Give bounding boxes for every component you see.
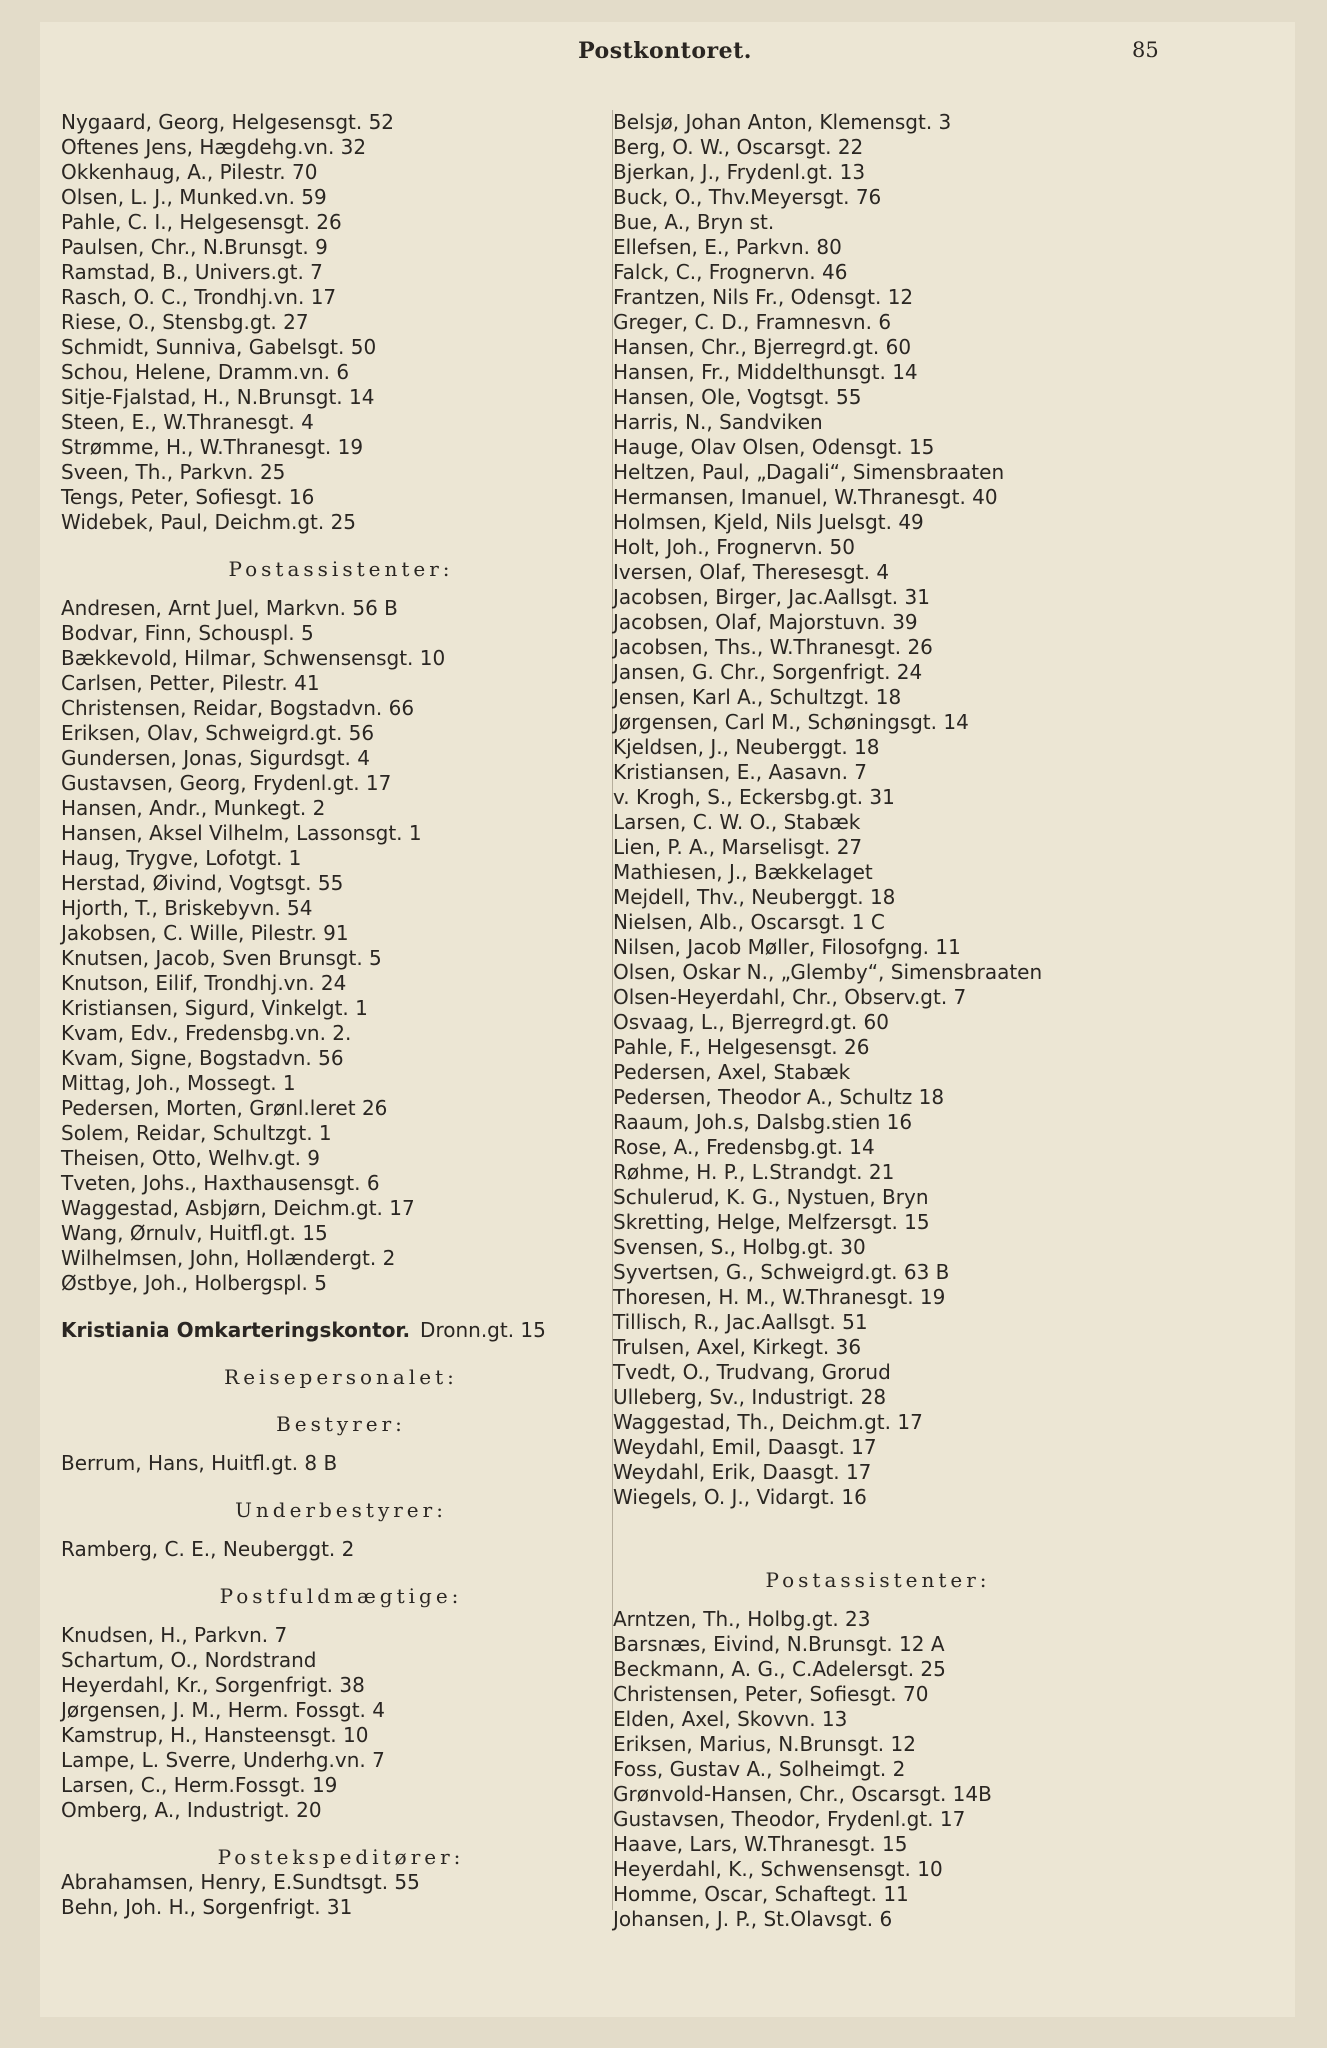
directory-entry: Pedersen, Axel, Stabæk [613,1060,851,1084]
page-number: 85 [1132,38,1159,62]
directory-entry: Foss, Gustav A., Solheimgt. 2 [613,1757,906,1781]
directory-entry: Rose, A., Fredensbg.gt. 14 [613,1135,875,1159]
directory-entry: Heyerdahl, K., Schwensensgt. 10 [613,1857,943,1881]
directory-entry: Hjorth, T., Briskebyvn. 54 [61,896,313,920]
entry-list [613,1607,1143,1932]
directory-entry: Behn, Joh. H., Sorgenfrigt. 31 [61,1895,353,1919]
entry-list [61,1537,621,1562]
directory-entry: Pedersen, Theodor A., Schultz 18 [613,1085,945,1109]
directory-entry: Hermansen, Imanuel, W.Thranesgt. 40 [613,485,998,509]
directory-entry: Berrum, Hans, Huitfl.gt. 8 B [61,1451,338,1475]
page-title: Postkontoret. [578,38,752,64]
directory-entry: Lien, P. A., Marselisgt. 27 [613,835,863,859]
directory-entry: Tengs, Peter, Sofiesgt. 16 [61,485,315,509]
directory-entry: Hansen, Andr., Munkegt. 2 [61,796,326,820]
directory-entry: Widebek, Paul, Deichm.gt. 25 [61,510,357,534]
directory-entry: Bodvar, Finn, Schouspl. 5 [61,621,314,645]
directory-entry: Holmsen, Kjeld, Nils Juelsgt. 49 [613,510,924,534]
directory-entry: Skretting, Helge, Melfzersgt. 15 [613,1210,930,1234]
entry-list [61,1870,621,1920]
directory-entry: Jørgensen, Carl M., Schøningsgt. 14 [613,710,969,734]
right-column [613,110,1143,1932]
directory-entry: Berg, O. W., Oscarsgt. 22 [613,135,864,159]
office-address: Dronn.gt. 15 [420,1318,546,1342]
directory-entry: Ramstad, B., Univers.gt. 7 [61,260,323,284]
directory-entry: Olsen, L. J., Munked.vn. 59 [61,185,327,209]
directory-entry: Pedersen, Morten, Grønl.leret 26 [61,1096,388,1120]
directory-entry: Hansen, Aksel Vilhelm, Lassonsgt. 1 [61,821,422,845]
directory-entry: Omberg, A., Industrigt. 20 [61,1798,322,1822]
directory-entry: Sitje-Fjalstad, H., N.Brunsgt. 14 [61,385,375,409]
directory-entry: Larsen, C. W. O., Stabæk [613,810,861,834]
directory-entry: Ramberg, C. E., Neuberggt. 2 [61,1537,355,1561]
directory-entry: Schartum, O., Nordstrand [61,1648,317,1672]
directory-entry: Sveen, Th., Parkvn. 25 [61,460,286,484]
directory-entry: Paulsen, Chr., N.Brunsgt. 9 [61,235,328,259]
directory-entry: Wilhelmsen, John, Hollændergt. 2 [61,1246,396,1270]
directory-entry: Strømme, H., W.Thranesgt. 19 [61,435,364,459]
directory-entry: Jakobsen, C. Wille, Pilestr. 91 [61,921,349,945]
directory-entry: Bjerkan, J., Frydenl.gt. 13 [613,160,866,184]
directory-entry: Christensen, Reidar, Bogstadvn. 66 [61,696,415,720]
directory-entry: Buck, O., Thv.Meyersgt. 76 [613,185,882,209]
directory-entry: Waggestad, Asbjørn, Deichm.gt. 17 [61,1196,415,1220]
directory-entry: Wiegels, O. J., Vidargt. 16 [613,1485,867,1509]
directory-entry: Jacobsen, Ths., W.Thranesgt. 26 [613,635,933,659]
directory-entry: Wang, Ørnulv, Huitfl.gt. 15 [61,1221,328,1245]
entry-list [61,1451,621,1476]
directory-entry: Tillisch, R., Jac.Aallsgt. 51 [613,1310,868,1334]
directory-entry: Syvertsen, G., Schweigrd.gt. 63 B [613,1260,950,1284]
directory-entry: Arntzen, Th., Holbg.gt. 23 [613,1607,871,1631]
directory-entry: Greger, C. D., Framnesvn. 6 [613,310,892,334]
directory-entry: Johansen, J. P., St.Olavsgt. 6 [613,1907,893,1931]
directory-entry: Haug, Trygve, Lofotgt. 1 [61,846,302,870]
directory-entry: Iversen, Olaf, Theresesgt. 4 [613,560,890,584]
section-heading-bestyrer: Bestyrer: [276,1412,406,1436]
entry-list [61,1623,621,1823]
directory-entry: Schmidt, Sunniva, Gabelsgt. 50 [61,335,377,359]
directory-entry: Oftenes Jens, Hægdehg.vn. 32 [61,135,367,159]
directory-entry: Andresen, Arnt Juel, Markvn. 56 B [61,596,398,620]
directory-entry: Thoresen, H. M., W.Thranesgt. 19 [613,1285,946,1309]
directory-entry: Kamstrup, H., Hansteensgt. 10 [61,1723,369,1747]
directory-entry: Schulerud, K. G., Nystuen, Bryn [613,1185,929,1209]
directory-entry: Steen, E., W.Thranesgt. 4 [61,410,314,434]
page-header [0,38,1327,68]
directory-entry: Harris, N., Sandviken [613,410,823,434]
directory-entry: Schou, Helene, Dramm.vn. 6 [61,360,350,384]
directory-entry: Christensen, Peter, Sofiesgt. 70 [613,1682,929,1706]
directory-entry: Kristiansen, E., Aasavn. 7 [613,760,868,784]
directory-entry: Falck, C., Frognervn. 46 [613,260,848,284]
directory-entry: Carlsen, Petter, Pilestr. 41 [61,671,320,695]
directory-entry: Gustavsen, Georg, Frydenl.gt. 17 [61,771,392,795]
directory-entry: Homme, Oscar, Schaftegt. 11 [613,1882,909,1906]
entry-list [61,596,621,1296]
directory-entry: Grønvold-Hansen, Chr., Oscarsgt. 14B [613,1782,992,1806]
directory-entry: Okkenhaug, A., Pilestr. 70 [61,160,318,184]
directory-entry: Osvaag, L., Bjerregrd.gt. 60 [613,1010,889,1034]
office-name: Kristiania Omkarteringskontor. [61,1318,411,1342]
directory-entry: Hansen, Ole, Vogtsgt. 55 [613,385,862,409]
directory-entry: Kjeldsen, J., Neuberggt. 18 [613,735,880,759]
directory-entry: Nilsen, Jacob Møller, Filosofgng. 11 [613,935,961,959]
directory-entry: Lampe, L. Sverre, Underhg.vn. 7 [61,1748,385,1772]
directory-entry: Rasch, O. C., Trondhj.vn. 17 [61,285,337,309]
directory-entry: Jørgensen, J. M., Herm. Fossgt. 4 [61,1698,385,1722]
directory-entry: Hansen, Fr., Middelthunsgt. 14 [613,360,918,384]
directory-entry: Knutsen, Jacob, Sven Brunsgt. 5 [61,946,382,970]
directory-entry: Elden, Axel, Skovvn. 13 [613,1707,848,1731]
directory-entry: Eriksen, Marius, N.Brunsgt. 12 [613,1732,916,1756]
directory-entry: Barsnæs, Eivind, N.Brunsgt. 12 A [613,1632,945,1656]
directory-entry: Bækkevold, Hilmar, Schwensensgt. 10 [61,646,446,670]
directory-entry: Raaum, Joh.s, Dalsbg.stien 16 [613,1110,913,1134]
directory-entry: Røhme, H. P., L.Strandgt. 21 [613,1160,895,1184]
directory-entry: Mejdell, Thv., Neuberggt. 18 [613,885,896,909]
directory-entry: Riese, O., Stensbg.gt. 27 [61,310,309,334]
directory-entry: Theisen, Otto, Welhv.gt. 9 [61,1146,321,1170]
directory-entry: Olsen, Oskar N., „Glemby“, Simensbraaten [613,960,1043,984]
directory-entry: Mathiesen, J., Bækkelaget [613,860,873,884]
directory-entry: Kristiansen, Sigurd, Vinkelgt. 1 [61,996,368,1020]
directory-entry: Kvam, Signe, Bogstadvn. 56 [61,1046,344,1070]
entry-list [61,110,621,535]
directory-entry: Hansen, Chr., Bjerregrd.gt. 60 [613,335,912,359]
directory-entry: Abrahamsen, Henry, E.Sundtsgt. 55 [61,1870,420,1894]
directory-entry: Frantzen, Nils Fr., Odensgt. 12 [613,285,914,309]
directory-entry: Herstad, Øivind, Vogtsgt. 55 [61,871,344,895]
directory-entry: Jacobsen, Olaf, Majorstuvn. 39 [613,610,918,634]
left-column [61,110,621,1920]
directory-entry: Gustavsen, Theodor, Frydenl.gt. 17 [613,1807,966,1831]
section-heading-underbestyrer: Underbestyrer: [235,1498,447,1522]
directory-entry: Bue, A., Bryn st. [613,210,775,234]
directory-entry: Eriksen, Olav, Schweigrd.gt. 56 [61,721,375,745]
section-heading-postfuldmaegtige: Postfuldmægtige: [219,1584,463,1608]
directory-entry: Tveten, Johs., Haxthausensgt. 6 [61,1171,380,1195]
section-heading-postassistenter: Postassistenter: [228,557,454,581]
directory-entry: Haave, Lars, W.Thranesgt. 15 [613,1832,908,1856]
directory-entry: Knudsen, H., Parkvn. 7 [61,1623,288,1647]
directory-entry: Svensen, S., Holbg.gt. 30 [613,1235,866,1259]
directory-entry: Tvedt, O., Trudvang, Grorud [613,1360,891,1384]
directory-entry: Mittag, Joh., Mossegt. 1 [61,1071,296,1095]
directory-entry: Nielsen, Alb., Oscarsgt. 1 C [613,910,885,934]
directory-entry: Knutson, Eilif, Trondhj.vn. 24 [61,971,347,995]
directory-entry: Heltzen, Paul, „Dagali“, Simensbraaten [613,460,1005,484]
section-heading-postekspeditorer: Postekspeditører: [217,1845,465,1869]
office-heading [61,1318,621,1343]
directory-entry: Olsen-Heyerdahl, Chr., Observ.gt. 7 [613,985,967,1009]
directory-entry: Ulleberg, Sv., Industrigt. 28 [613,1385,887,1409]
directory-entry: Weydahl, Emil, Daasgt. 17 [613,1435,877,1459]
directory-entry: Kvam, Edv., Fredensbg.vn. 2. [61,1021,352,1045]
directory-entry: Holt, Joh., Frognervn. 50 [613,535,855,559]
directory-entry: Pahle, C. I., Helgesensgt. 26 [61,210,342,234]
directory-entry: Jansen, G. Chr., Sorgenfrigt. 24 [613,660,923,684]
directory-entry: Gundersen, Jonas, Sigurdsgt. 4 [61,746,370,770]
directory-entry: Beckmann, A. G., C.Adelersgt. 25 [613,1657,946,1681]
section-heading-postassistenter: Postassistenter: [765,1568,991,1592]
directory-entry: Jensen, Karl A., Schultzgt. 18 [613,685,902,709]
directory-entry: Jacobsen, Birger, Jac.Aallsgt. 31 [613,585,930,609]
directory-entry: Weydahl, Erik, Daasgt. 17 [613,1460,872,1484]
entry-list [613,110,1143,1510]
directory-entry: Ellefsen, E., Parkvn. 80 [613,235,842,259]
directory-entry: Pahle, F., Helgesensgt. 26 [613,1035,870,1059]
directory-entry: Waggestad, Th., Deichm.gt. 17 [613,1410,923,1434]
directory-entry: Østbye, Joh., Holbergspl. 5 [61,1271,327,1295]
section-heading-reisepersonalet: Reisepersonalet: [224,1365,458,1389]
directory-entry: Heyerdahl, Kr., Sorgenfrigt. 38 [61,1673,365,1697]
directory-entry: v. Krogh, S., Eckersbg.gt. 31 [613,785,895,809]
directory-entry: Belsjø, Johan Anton, Klemensgt. 3 [613,110,952,134]
directory-entry: Larsen, C., Herm.Fossgt. 19 [61,1773,338,1797]
directory-entry: Trulsen, Axel, Kirkegt. 36 [613,1335,862,1359]
directory-entry: Hauge, Olav Olsen, Odensgt. 15 [613,435,935,459]
directory-entry: Solem, Reidar, Schultzgt. 1 [61,1121,332,1145]
directory-entry: Nygaard, Georg, Helgesensgt. 52 [61,110,395,134]
